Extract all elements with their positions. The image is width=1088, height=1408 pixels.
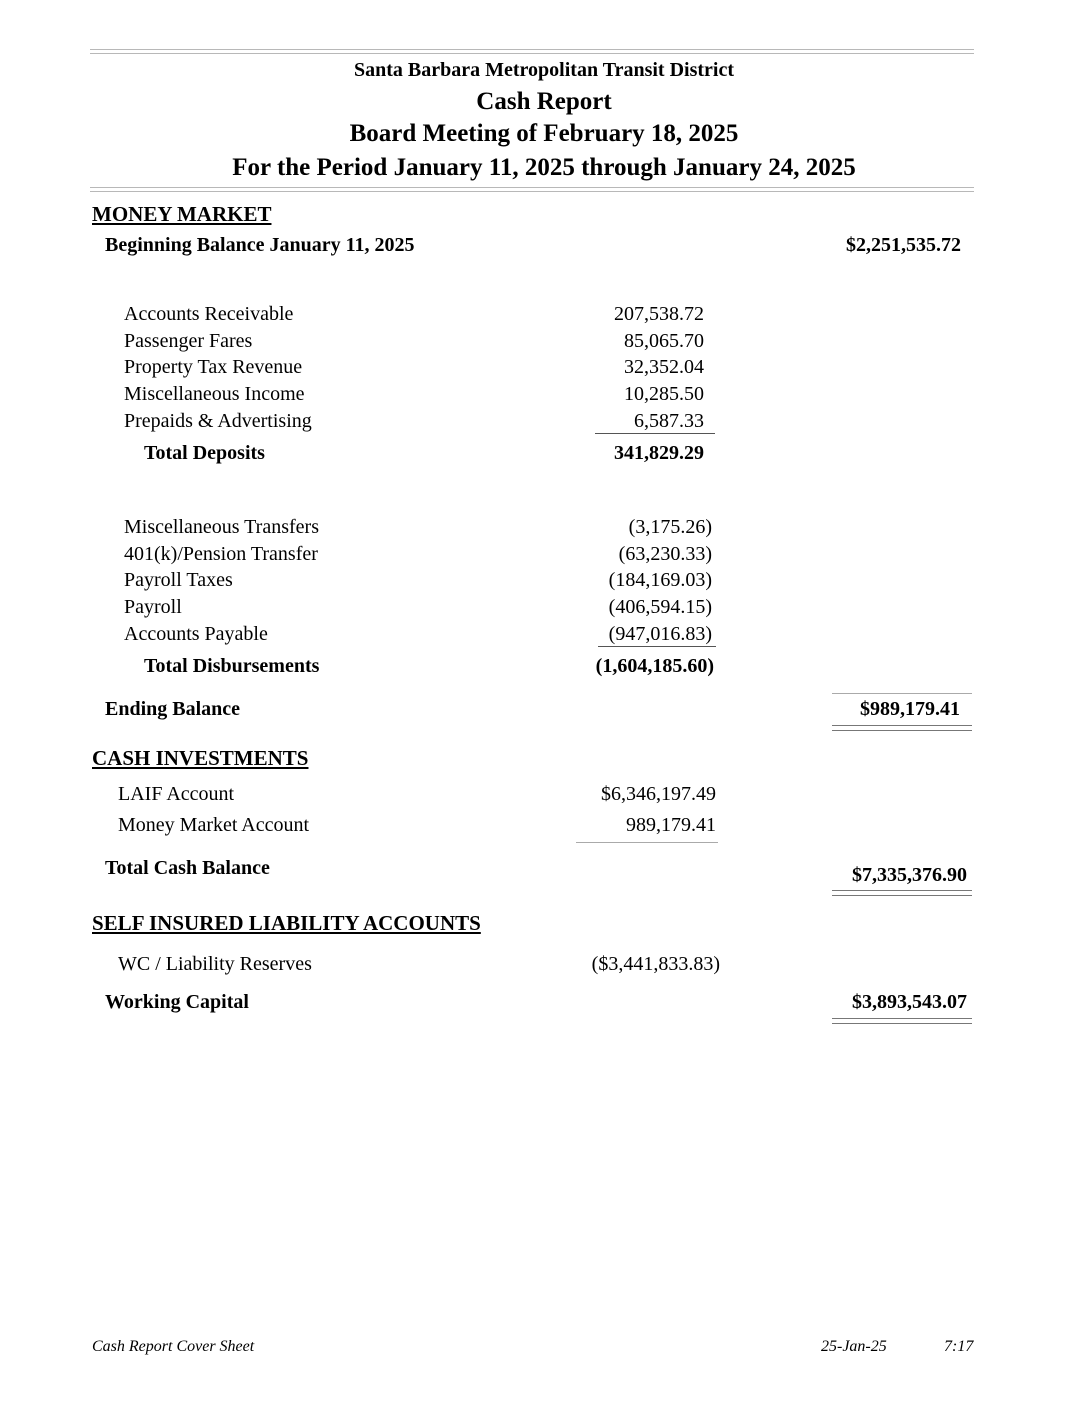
investment-label: LAIF Account	[118, 783, 235, 805]
deposit-value: 32,352.04	[624, 356, 704, 378]
working-capital-label: Working Capital	[105, 991, 249, 1013]
total-deposits-label: Total Deposits	[144, 442, 265, 464]
period-line: For the Period January 11, 2025 through January 24, 2025	[232, 154, 856, 181]
deposit-label: Property Tax Revenue	[124, 356, 303, 378]
footer-time: 7:17	[944, 1338, 974, 1355]
ending-balance-label: Ending Balance	[105, 698, 241, 720]
disbursements-subtotal-rule	[598, 646, 716, 647]
top-rule-2	[90, 53, 974, 54]
total-deposits-value: 341,829.29	[614, 442, 704, 464]
deposit-label: Passenger Fares	[124, 330, 253, 352]
meeting-line: Board Meeting of February 18, 2025	[349, 120, 739, 147]
header-rule	[90, 187, 974, 188]
disbursement-value: (3,175.26)	[628, 516, 712, 538]
footer-date: 25-Jan-25	[821, 1338, 887, 1355]
deposits-subtotal-rule	[595, 433, 715, 434]
disbursement-label: Payroll Taxes	[124, 569, 233, 591]
header-rule-2	[90, 191, 974, 192]
total-cash-double-rule	[832, 890, 972, 896]
working-capital-double-rule	[832, 1018, 972, 1024]
deposit-value: 6,587.33	[634, 410, 704, 432]
deposit-label: Accounts Receivable	[124, 303, 294, 325]
working-capital-value: $3,893,543.07	[852, 991, 967, 1013]
ending-balance-double-rule	[832, 725, 972, 731]
disbursement-label: Miscellaneous Transfers	[124, 516, 319, 538]
disbursement-label: Accounts Payable	[124, 623, 268, 645]
investment-value: $6,346,197.49	[601, 783, 716, 805]
reserves-label: WC / Liability Reserves	[118, 953, 312, 975]
ending-balance-top-rule	[832, 693, 972, 694]
deposit-label: Prepaids & Advertising	[124, 410, 312, 432]
self-insured-heading: SELF INSURED LIABILITY ACCOUNTS	[92, 911, 481, 935]
disbursement-label: 401(k)/Pension Transfer	[124, 543, 318, 565]
reserves-value: ($3,441,833.83)	[591, 953, 720, 975]
disbursement-value: (947,016.83)	[608, 623, 712, 645]
disbursement-value: (406,594.15)	[608, 596, 712, 618]
deposit-label: Miscellaneous Income	[124, 383, 305, 405]
org-name: Santa Barbara Metropolitan Transit District	[354, 59, 734, 81]
beginning-balance-label: Beginning Balance January 11, 2025	[105, 234, 415, 256]
disbursement-value: (63,230.33)	[618, 543, 712, 565]
footer-title: Cash Report Cover Sheet	[92, 1338, 255, 1355]
investments-subtotal-rule	[576, 842, 718, 843]
investment-label: Money Market Account	[118, 814, 310, 836]
disbursement-value: (184,169.03)	[608, 569, 712, 591]
beginning-balance-value: $2,251,535.72	[846, 234, 961, 256]
deposit-value: 207,538.72	[614, 303, 704, 325]
money-market-heading: MONEY MARKET	[92, 202, 272, 226]
total-disbursements-value: (1,604,185.60)	[595, 655, 714, 677]
deposit-value: 10,285.50	[624, 383, 704, 405]
total-cash-balance-label: Total Cash Balance	[105, 857, 270, 879]
total-disbursements-label: Total Disbursements	[144, 655, 320, 677]
investment-value: 989,179.41	[626, 814, 716, 836]
deposit-value: 85,065.70	[624, 330, 704, 352]
cash-investments-heading: CASH INVESTMENTS	[92, 746, 309, 770]
ending-balance-value: $989,179.41	[860, 698, 960, 720]
top-rule	[90, 49, 974, 50]
total-cash-balance-value: $7,335,376.90	[852, 864, 967, 886]
report-title: Cash Report	[476, 88, 612, 115]
disbursement-label: Payroll	[124, 596, 182, 618]
